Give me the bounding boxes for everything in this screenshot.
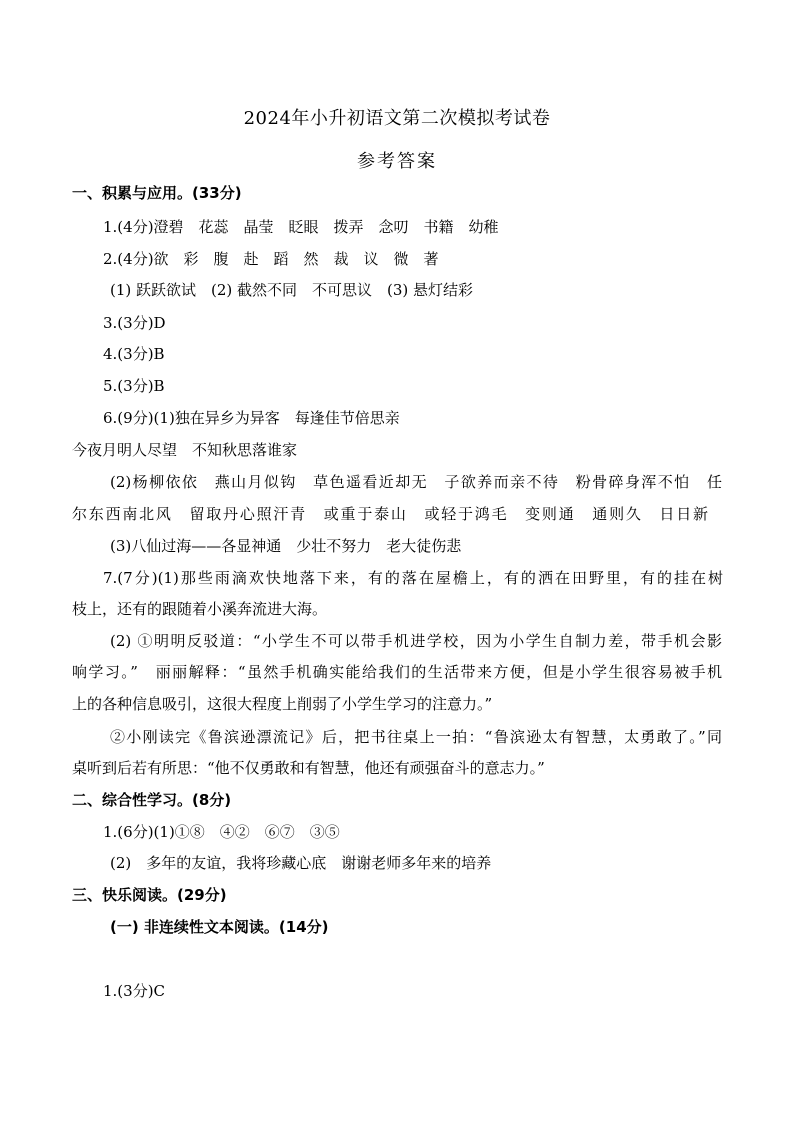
answer-line: 今夜月明人尽望 不知秋思落谁家 <box>72 441 298 459</box>
answer-line: 6.(9分)(1)独在异乡为异客 每逢佳节倍思亲 <box>103 409 400 427</box>
answer-line: 7.(7分)(1)那些雨滴欢快地落下来，有的落在屋檐上，有的洒在田野里，有的挂在树 <box>103 569 723 587</box>
answer-line: 2.(4分)欲 彩 腹 赴 蹈 然 裁 议 微 著 <box>103 250 439 268</box>
answer-line: 1.(4分)澄碧 花蕊 晶莹 眨眼 拨弄 念叨 书籍 幼稚 <box>103 218 499 236</box>
answer-line: 响学习。” 丽丽解释：“虽然手机确实能给我们的生活带来方便，但是小学生很容易被手机 <box>72 663 722 681</box>
section-heading-1: 一、积累与应用。(33分) <box>72 184 242 202</box>
answer-line: (2)杨柳依依 燕山月似钩 草色遥看近却无 子欲养而亲不待 粉骨碎身浑不怕 任 <box>110 473 722 491</box>
answer-line: (1) 跃跃欲试 (2) 截然不同 不可思议 (3) 悬灯结彩 <box>110 281 474 299</box>
answer-line: 1.(6分)(1)①⑧ ④② ⑥⑦ ③⑤ <box>103 823 340 841</box>
answer-line: 3.(3分)D <box>103 314 166 332</box>
answer-line: (3)八仙过海——各显神通 少壮不努力 老大徒伤悲 <box>110 537 462 555</box>
answer-line: 枝上，还有的跟随着小溪奔流进大海。 <box>72 600 328 618</box>
answer-line: 上的各种信息吸引，这很大程度上削弱了小学生学习的注意力。” <box>72 695 493 713</box>
answer-line: 5.(3分)B <box>103 377 165 395</box>
page-title: 2024年小升初语文第二次模拟考试卷 <box>243 108 551 129</box>
answer-line: 尔东西南北风 留取丹心照汗青 或重于泰山 或轻于鸿毛 变则通 通则久 日日新 <box>72 505 708 523</box>
section-heading-3: 三、快乐阅读。(29分) <box>72 886 227 904</box>
answer-line: 桌听到后若有所思：“他不仅勇敢和有智慧，他还有顽强奋斗的意志力。” <box>72 759 545 777</box>
answer-line: ②小刚读完《鲁滨逊漂流记》后，把书往桌上一拍：“鲁滨逊太有智慧，太勇敢了。”同 <box>110 728 722 746</box>
section-heading-2: 二、综合性学习。(8分) <box>72 791 232 809</box>
answer-line: (2) ①明明反驳道：“小学生不可以带手机进学校，因为小学生自制力差，带手机会影 <box>110 632 722 650</box>
answer-line: (2) 多年的友谊，我将珍藏心底 谢谢老师多年来的培养 <box>110 854 492 872</box>
answer-line: 4.(3分)B <box>103 345 165 363</box>
answer-line: 1.(3分)C <box>103 982 166 1000</box>
page-subtitle: 参考答案 <box>357 151 437 172</box>
subsection-heading: (一) 非连续性文本阅读。(14分) <box>110 918 329 936</box>
